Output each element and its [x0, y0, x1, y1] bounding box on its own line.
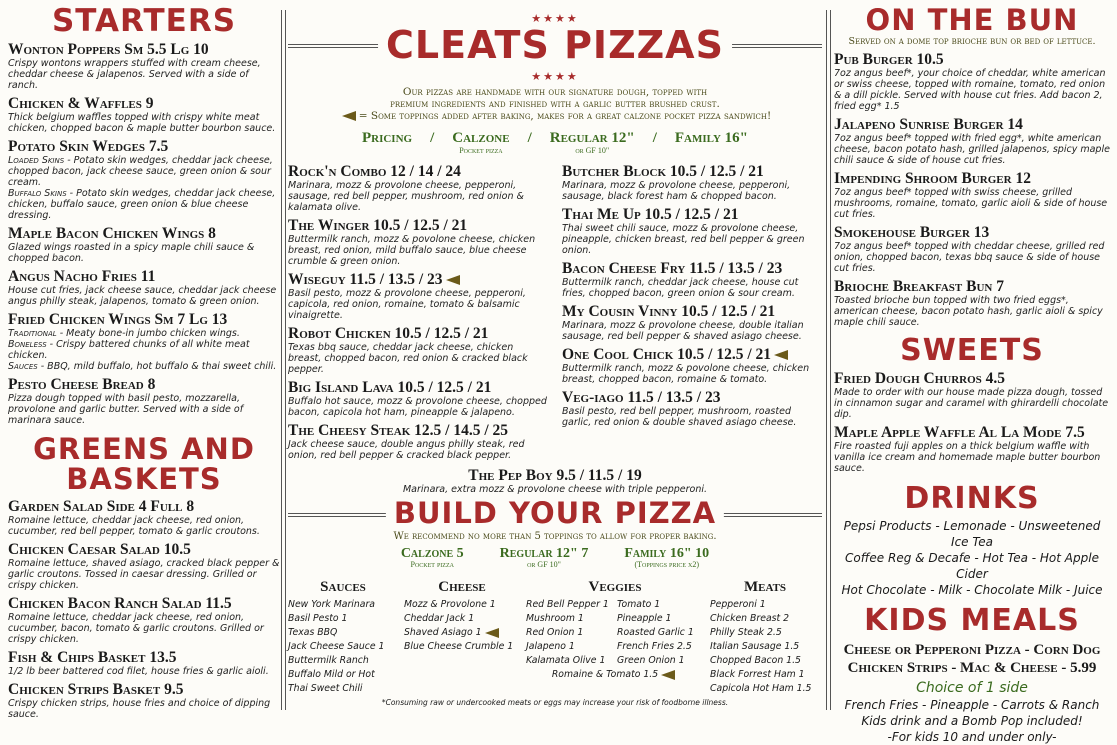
meats-items [710, 598, 820, 696]
pizza-grid [288, 159, 822, 461]
sub-label: Boneless [8, 339, 47, 350]
kids-sides: French Fries - Pineapple - Carrots & Ranch [844, 698, 1100, 712]
menu-item [8, 649, 280, 677]
menu-item [8, 681, 280, 720]
pricing-sep: / [652, 130, 657, 146]
kids-menu [834, 641, 1110, 745]
topping: Philly Steak 2.5 [710, 627, 782, 638]
sub-label: Sauces [8, 361, 38, 372]
item-desc: 7oz angus beef* topped with fried egg*, white american cheese, bacon potato hash, grilled jalapenos, spicy maple chili sauce & side of house cut fries. [834, 133, 1110, 166]
pizza-item [562, 260, 822, 299]
sauces-heading: Sauces [320, 579, 366, 595]
bun-heading: ON THE BUN [865, 3, 1079, 37]
menu-item [8, 225, 280, 264]
item-name: Chicken Caesar Salad 10.5 [8, 541, 191, 558]
item-desc: Made to order with our house made pizza dough, tossed in cinnamon sugar and caramel with ghirardelli chocolate dip. [834, 387, 1109, 420]
byo-regular [500, 547, 589, 569]
intro-note: = Some toppings added after baking, makes for a great calzone pocket pizza sandwich! [358, 110, 772, 122]
item-name: Garden Salad Side 4 Full 8 [8, 498, 195, 515]
topping: Capicola Hot Ham 1.5 [710, 683, 812, 694]
menu-item [8, 541, 280, 591]
topping-text: Romaine & Tomato 1.5 [551, 669, 659, 680]
pizza-item [562, 206, 822, 256]
right-column [834, 0, 1110, 744]
sub-desc: - Potato skin wedges, cheddar jack cheese, chicken, buffalo sauce, green onion & blue cheese dressing. [8, 188, 276, 221]
item-name: Brioche Breakfast Bun 7 [834, 278, 1004, 295]
disclaimer: *Consuming raw or undercooked meats or eggs may increase your risk of foodborne illness. [381, 698, 729, 707]
item-desc: Thick belgium waffles topped with crispy white meat chicken, chopped bacon & maple butter bourbon sauce. [8, 112, 276, 134]
greens-heading-line1: GREENS AND [33, 432, 255, 466]
pizza-item [288, 379, 548, 418]
sweets-heading: SWEETS [900, 333, 1044, 368]
pizza-desc: Texas bbq sauce, cheddar jack cheese, chicken breast, chopped bacon, red onion & cracked black pepper. [288, 342, 528, 375]
pizza-desc: Basil pesto, red bell pepper, mushroom, roasted garlic, red onion & double shaved asiago cheese. [562, 406, 797, 428]
pizzas-header [288, 0, 822, 83]
item-desc: Glazed wings roasted in a spicy maple chili sauce & chopped bacon. [8, 242, 255, 264]
item-desc [8, 361, 280, 372]
topping: Jalapeno 1 [526, 641, 575, 652]
pricing-calzone-label: Calzone [452, 130, 510, 146]
calzone-arrow-icon [446, 275, 460, 285]
pricing-regular [550, 130, 635, 155]
stars-top: ★★★★ [531, 12, 579, 25]
pizza-name [288, 271, 548, 288]
stars-bottom: ★★★★ [531, 70, 579, 83]
pizza-name: My Cousin Vinny 10.5 / 12.5 / 21 [562, 303, 776, 320]
menu-item [834, 370, 1110, 420]
sauces-items [288, 598, 398, 696]
drinks-list [834, 518, 1110, 598]
kids-age: -For kids 10 and under only- [887, 730, 1057, 744]
pricing-regular-sub: or GF 10" [575, 146, 610, 155]
item-desc: Toasted brioche bun topped with two fried eggs*, american cheese, bacon potato hash, garlic aioli & spicy maple chili sauce. [834, 295, 1103, 328]
pizza-name: The Winger 10.5 / 12.5 / 21 [288, 217, 468, 234]
menu-item [834, 170, 1110, 220]
topping-text: Shaved Asiago 1 [404, 627, 482, 638]
pizza-desc: Marinara, mozz & provolone cheese, pepperoni, sausage, black forest ham & chopped bacon. [562, 180, 791, 202]
pizza-item [562, 346, 822, 385]
topping: Black Forrest Ham 1 [710, 669, 805, 680]
sub-label: Loaded Skins [8, 155, 65, 166]
meats-list [710, 579, 820, 696]
item-desc: House cut fries, jack cheese sauce, cheddar jack cheese angus philly steak, jalapenos, tomato & green onion. [8, 285, 277, 307]
sub-desc: - BBQ, mild buffalo, hot buffalo & thai sweet chili. [37, 361, 277, 372]
calzone-arrow-icon [661, 670, 675, 680]
pricing-calzone [452, 130, 509, 155]
pizza-name: Butcher Block 10.5 / 12.5 / 21 [562, 163, 764, 180]
pricing-family: Family 16" [674, 130, 749, 146]
item-name: Smokehouse Burger 13 [834, 224, 990, 241]
pricing-label: Pricing [361, 130, 413, 146]
byo-regular-sub: or GF 10" [527, 560, 561, 569]
pizza-desc: Marinara, mozz & provolone cheese, double italian sausage, red bell pepper & shaved asiago cheese. [562, 320, 804, 342]
topping: Mushroom 1 [526, 613, 584, 624]
item-desc: Crispy chicken strips, house fries and choice of dipping sauce. [8, 698, 271, 720]
topping: Buttermilk Ranch [288, 655, 369, 666]
drinks-heading: DRINKS [904, 481, 1040, 516]
kids-extra: Kids drink and a Bomb Pop included! [861, 714, 1083, 728]
menu-item [8, 595, 280, 645]
pricing-sep: / [430, 130, 435, 146]
topping: Red Bell Pepper 1 [526, 599, 609, 610]
menu-item [8, 376, 280, 426]
intro-line: Our pizzas are handmade with our signature dough, topped with [402, 86, 708, 98]
item-name: Chicken & Waffles 9 [8, 95, 154, 112]
byo-note: We recommend no more than 5 toppings to allow for proper baking. [393, 531, 717, 542]
topping: Italian Sausage 1.5 [710, 641, 800, 652]
item-desc [8, 155, 280, 188]
cheese-heading: Cheese [438, 579, 486, 595]
drinks-line: Hot Chocolate - Milk - Chocolate Milk - Juice [841, 583, 1103, 597]
topping [404, 626, 520, 640]
item-name: Maple Apple Waffle Al La Mode 7.5 [834, 424, 1085, 441]
topping: Roasted Garlic 1 [617, 627, 694, 638]
pizza-item [288, 217, 548, 267]
byo-regular-label: Regular 12" 7 [499, 546, 589, 561]
byo-toppings [288, 579, 822, 696]
column-divider [826, 10, 831, 710]
item-desc: Crispy wontons wrappers stuffed with cream cheese, cheddar cheese & jalapenos. Served with a side of ranch. [8, 58, 261, 91]
pizza-item [562, 389, 822, 428]
menu-item [8, 268, 280, 307]
topping: Pepperoni 1 [710, 599, 766, 610]
byo-calzone [401, 547, 464, 569]
calzone-arrow-icon [485, 628, 499, 638]
item-name: Pub Burger 10.5 [834, 51, 944, 68]
pizza-name: Rock'n Combo 12 / 14 / 24 [288, 163, 461, 180]
menu-item [834, 51, 1110, 112]
byo-header [288, 497, 822, 531]
pizza-list-left [288, 159, 548, 461]
pricing-regular-label: Regular 12" [549, 130, 635, 146]
menu-item [834, 224, 1110, 274]
pizza-item [562, 163, 822, 202]
greens-heading-line2: BASKETS [66, 462, 222, 496]
item-name: Pesto Cheese Bread 8 [8, 376, 156, 393]
veggies-items [526, 598, 704, 668]
middle-column [288, 0, 822, 720]
calzone-arrow-icon [774, 350, 788, 360]
veggies-col-a [526, 598, 613, 668]
pricing-sep: / [527, 130, 532, 146]
pizza-item [562, 303, 822, 342]
item-name: Potato Skin Wedges 7.5 [8, 138, 169, 155]
item-name: Chicken Bacon Ranch Salad 11.5 [8, 595, 232, 612]
item-desc: Romaine lettuce, shaved asiago, cracked black pepper & garlic croutons. Tossed in caesar dressing. Grilled or crispy chicken. [8, 558, 280, 591]
pizza-item [288, 271, 548, 321]
pizza-name: Big Island Lava 10.5 / 12.5 / 21 [288, 379, 492, 396]
item-name: Chicken Strips Basket 9.5 [8, 681, 184, 698]
item-desc [8, 328, 280, 339]
pizza-name-text: One Cool Chick 10.5 / 12.5 / 21 [562, 346, 771, 363]
menu-item [834, 424, 1110, 474]
topping: Kalamata Olive 1 [526, 655, 606, 666]
veggies-list [526, 579, 704, 696]
cheese-items [404, 598, 520, 654]
pizza-desc: Buttermilk ranch, mozz & povolone cheese, chicken breast, chopped bacon, romaine & tomato. [562, 363, 810, 385]
topping: Blue Cheese Crumble 1 [404, 641, 514, 652]
item-name: Wonton Poppers Sm 5.5 Lg 10 [8, 41, 209, 58]
item-desc: Pizza dough topped with basil pesto, mozzarella, provolone and garlic butter. Served with a side of marinara sauce. [8, 393, 244, 426]
cheese-list [404, 579, 520, 696]
sub-label: Traditional [8, 328, 57, 339]
topping: Pineapple 1 [617, 613, 672, 624]
pizza-name [562, 346, 822, 363]
starters-heading: STARTERS [51, 3, 237, 39]
item-name: Jalapeno Sunrise Burger 14 [834, 116, 1023, 133]
pizza-desc: Buffalo hot sauce, mozz & provolone cheese, chopped bacon, capicola hot ham, pineapple & jalapeno. [288, 396, 547, 418]
menu-item [8, 498, 280, 537]
pizzas-heading: CLEATS PIZZAS [378, 26, 732, 64]
pizzas-intro [288, 86, 822, 122]
pricing-calzone-sub: Pocket pizza [459, 146, 503, 155]
drinks-line: Coffee Reg & Decafe - Hot Tea - Hot Apple Cider [845, 551, 1099, 581]
pizza-name: Robot Chicken 10.5 / 12.5 / 21 [288, 325, 489, 342]
kids-line: Cheese or Pepperoni Pizza - Corn Dog [843, 642, 1101, 658]
item-desc: 7oz angus beef* topped with swiss cheese, grilled mushrooms, romaine, tomato, garlic aioli & side of house cut fries. [834, 187, 1108, 220]
byo-family [624, 547, 709, 569]
item-desc: Romaine lettuce, cheddar jack cheese, red onion, cucumber, red bell pepper, tomato & garlic croutons. [8, 515, 260, 537]
pizza-desc: Marinara, mozz & provolone cheese, pepperoni, sausage, red bell pepper, mushroom, red onion & kalamata olive. [288, 180, 524, 213]
byo-family-label: Family 16" 10 [624, 546, 710, 561]
item-name: Fish & Chips Basket 13.5 [8, 649, 177, 666]
pizza-desc: Buttermilk ranch, cheddar jack cheese, house cut fries, chopped bacon, green onion & sour cream. [562, 277, 799, 299]
pizza-item [288, 422, 548, 461]
item-name: Maple Bacon Chicken Wings 8 [8, 225, 216, 242]
byo-calzone-label: Calzone 5 [400, 546, 464, 561]
topping: Green Onion 1 [617, 655, 685, 666]
pep-boy [288, 467, 822, 495]
left-column [8, 0, 280, 720]
pizza-desc: Buttermilk ranch, mozz & povolone cheese, chicken breast, red onion, mild buffalo sauce, blue cheese crumble & green onion. [288, 234, 536, 267]
sub-label: Buffalo Skins [8, 188, 67, 199]
meats-heading: Meats [743, 579, 787, 595]
kids-line: Chicken Strips - Mac & Cheese - 5.99 [847, 660, 1097, 676]
menu-item [8, 41, 280, 91]
item-name: Fried Chicken Wings Sm 7 Lg 13 [8, 311, 228, 328]
topping: Red Onion 1 [526, 627, 584, 638]
veggies-heading: Veggies [588, 579, 642, 595]
byo-pricing [288, 547, 822, 569]
intro-line [288, 110, 822, 122]
pizza-name: The Pep Boy 9.5 / 11.5 / 19 [468, 467, 642, 484]
item-name: Fried Dough Churros 4.5 [834, 370, 1006, 387]
sub-desc: - Meaty bone-in jumbo chicken wings. [56, 328, 240, 339]
byo-calzone-sub: Pocket pizza [410, 560, 454, 569]
topping: French Fries 2.5 [617, 641, 692, 652]
pricing-row [288, 130, 822, 155]
pizza-item [288, 163, 548, 213]
sub-desc: - Potato skin wedges, cheddar jack cheese, chopped bacon, jack cheese sauce, green onion & sour cream. [8, 155, 273, 188]
pizza-desc: Basil pesto, mozz & provolone cheese, pepperoni, capicola, red onion, romaine, tomato & balsamic vinaigrette. [288, 288, 526, 321]
pizza-item [288, 325, 548, 375]
menu-item [8, 138, 280, 221]
item-name: Angus Nacho Fries 11 [8, 268, 156, 285]
topping: Chicken Breast 2 [710, 613, 790, 624]
topping: Thai Sweet Chili [288, 683, 363, 694]
pizza-name: Bacon Cheese Fry 11.5 / 13.5 / 23 [562, 260, 783, 277]
topping: Cheddar Jack 1 [404, 613, 475, 624]
pizza-name: Thai Me Up 10.5 / 12.5 / 21 [562, 206, 739, 223]
bun-subtitle: Served on a dome top brioche bun or bed of lettuce. [848, 36, 1096, 47]
drinks-line: Pepsi Products - Lemonade - Unsweetened Ice Tea [843, 519, 1101, 549]
topping: Basil Pesto 1 [288, 613, 348, 624]
menu-item [834, 278, 1110, 328]
item-desc: 7oz angus beef*, your choice of cheddar, white american or swiss cheese, topped with romaine, tomato, red onion & a dill pickle. Served with house cut fries. Add bacon 2, fried egg* 1.5 [834, 68, 1106, 112]
topping: Jack Cheese Sauce 1 [288, 641, 385, 652]
topping: New York Marinara [288, 599, 375, 610]
item-name: Impending Shroom Burger 12 [834, 170, 1031, 187]
sauces-list [288, 579, 398, 696]
byo-family-sub: (Toppings price x2) [634, 560, 700, 569]
item-desc [8, 339, 280, 361]
greens-heading [8, 434, 280, 494]
topping: Texas BBQ [288, 627, 338, 638]
menu-item [8, 95, 280, 134]
topping: Buffalo Mild or Hot [288, 669, 375, 680]
pizza-name-text: Wiseguy 11.5 / 13.5 / 23 [288, 271, 443, 288]
item-desc: Fire roasted fuji apples on a thick belgium waffle with vanilla ice cream and homemade maple butter bourbon sauce. [834, 441, 1101, 474]
topping [526, 668, 704, 682]
item-desc: 7oz angus beef* topped with cheddar cheese, grilled red onion, chopped bacon, texas bbq sauce & side of house cut fries. [834, 241, 1105, 274]
menu-item [834, 116, 1110, 166]
kids-choice: Choice of 1 side [916, 680, 1028, 696]
column-divider [281, 10, 286, 710]
pizza-name: Veg-iago 11.5 / 13.5 / 23 [562, 389, 721, 406]
pizza-name: The Cheesy Steak 12.5 / 14.5 / 25 [288, 422, 508, 439]
item-desc: 1/2 lb beer battered cod filet, house fries & garlic aioli. [8, 666, 269, 677]
intro-line: premium ingredients and finished with a garlic butter brushed crust. [390, 98, 720, 110]
item-desc [8, 188, 280, 221]
topping: Chopped Bacon 1.5 [710, 655, 801, 666]
pizza-list-right [562, 159, 822, 461]
veggies-col-b [617, 598, 704, 668]
topping: Mozz & Provolone 1 [404, 599, 496, 610]
pizza-desc: Marinara, extra mozz & provolone cheese with triple pepperoni. [402, 484, 708, 495]
pizza-desc: Thai sweet chili sauce, mozz & provolone cheese, pineapple, chicken breast, red bell pepper & green onion. [562, 223, 805, 256]
item-desc: Romaine lettuce, cheddar jack cheese, red onion, cucumber, bacon, tomato & garlic croutons. Grilled or crispy chicken. [8, 612, 264, 645]
sub-desc: - Crispy battered chunks of all white meat chicken. [8, 339, 250, 361]
byo-heading: BUILD YOUR PIZZA [386, 499, 724, 528]
pizza-desc: Jack cheese sauce, double angus philly steak, red onion, red bell pepper & cracked black pepper. [288, 439, 525, 461]
topping: Tomato 1 [617, 599, 661, 610]
kids-heading: KIDS MEALS [864, 603, 1080, 638]
calzone-arrow-icon [342, 111, 356, 121]
menu-item [8, 311, 280, 372]
